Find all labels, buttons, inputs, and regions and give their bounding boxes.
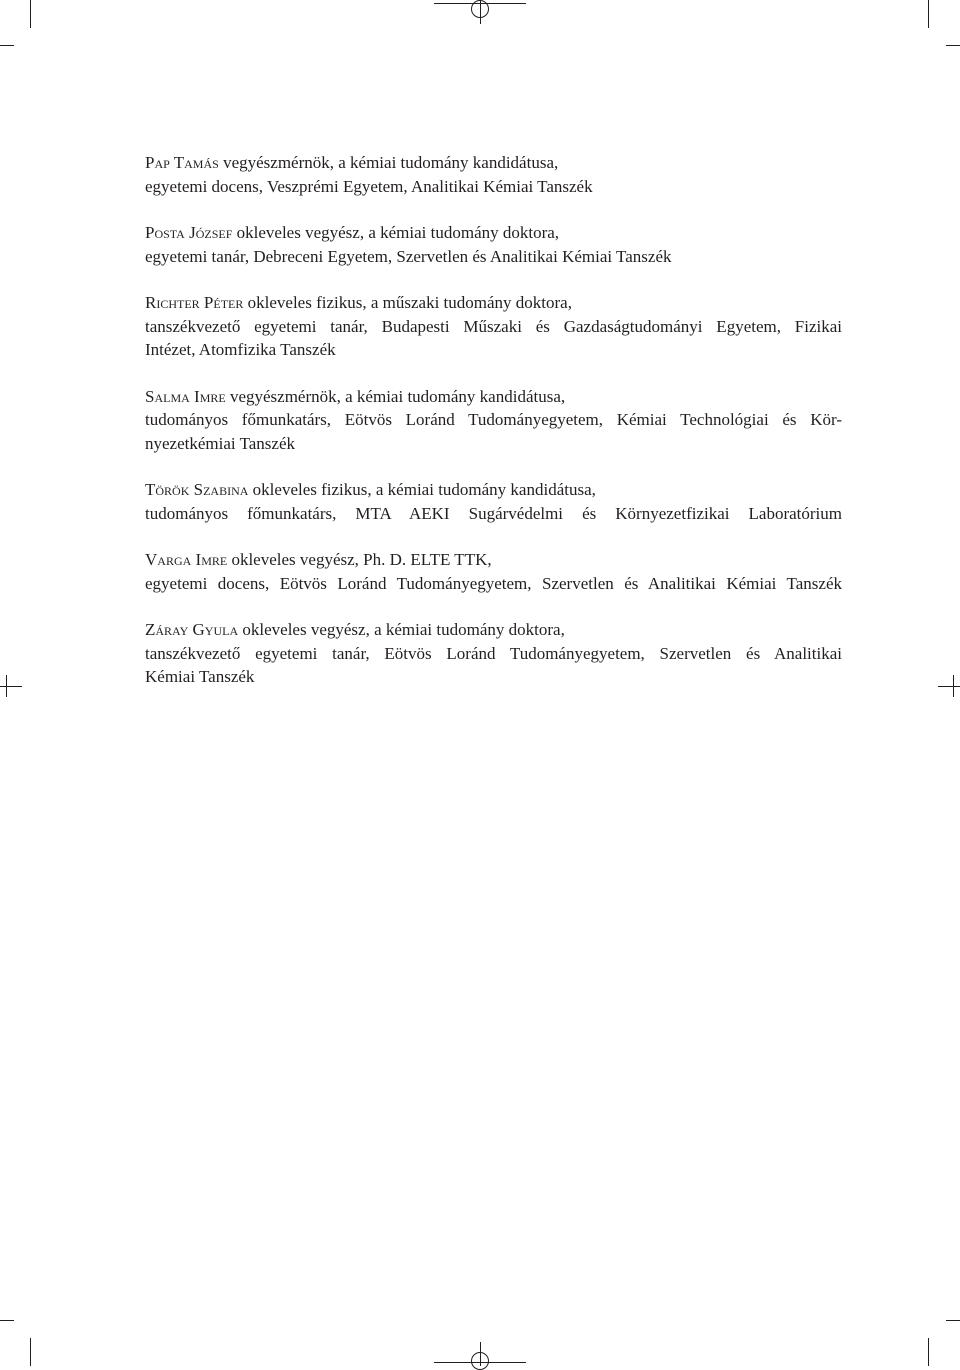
author-entry-posta-jozsef	[145, 221, 842, 268]
author-position: tudományos főmunkatárs, Eötvös Loránd Tudományegyetem, Kémiai Technológiai és Kör-	[145, 410, 842, 429]
author-list	[145, 151, 842, 712]
author-qualification: vegyészmérnök, a kémiai tudomány kandidátusa,	[223, 153, 559, 172]
author-name: Török Szabina	[145, 480, 249, 499]
author-name: Varga Imre	[145, 550, 228, 569]
author-entry-varga-imre	[145, 548, 842, 595]
author-position: egyetemi docens, Eötvös Loránd Tudományegyetem, Szervetlen és Analitikai Kémiai Tanszék	[145, 573, 842, 593]
author-qualification: okleveles fizikus, a műszaki tudomány doktora,	[247, 293, 572, 312]
author-qualification: vegyészmérnök, a kémiai tudomány kandidátusa,	[229, 386, 566, 406]
author-position: egyetemi docens, Veszprémi Egyetem, Analitikai Kémiai Tanszék	[145, 176, 593, 196]
author-position-continued: Intézet, Atomfizika Tanszék	[145, 340, 336, 359]
author-name: Pap Tamás	[145, 153, 219, 172]
author-name: Záray Gyula	[145, 620, 239, 639]
author-position: tanszékvezető egyetemi tanár, Budapesti Műszaki és Gazdaságtudományi Egyetem, Fizikai	[145, 316, 842, 336]
author-position: tanszékvezető egyetemi tanár, Eötvös Loránd Tudományegyetem, Szervetlen és Analitikai	[145, 643, 842, 663]
author-position: egyetemi tanár, Debreceni Egyetem, Szervetlen és Analitikai Kémiai Tanszék	[145, 246, 672, 266]
author-entry-torok-szabina	[145, 478, 842, 525]
author-name: Richter Péter	[145, 293, 244, 312]
author-entry-salma-imre	[145, 385, 842, 456]
author-name: Salma Imre	[145, 386, 226, 406]
author-position: tudományos főmunkatárs, MTA AEKI Sugárvédelmi és Környezetfizikai Laboratórium	[145, 503, 842, 523]
author-qualification: okleveles vegyész, Ph. D. ELTE TTK,	[231, 550, 492, 569]
author-entry-pap-tamas	[145, 151, 842, 198]
author-entry-zaray-gyula	[145, 618, 842, 689]
author-name: Posta József	[145, 223, 233, 242]
author-qualification: okleveles vegyész, a kémiai tudomány doktora,	[236, 223, 560, 242]
author-position-continued: Kémiai Tanszék	[145, 667, 255, 686]
author-qualification: okleveles vegyész, a kémiai tudomány doktora,	[242, 620, 565, 639]
author-entry-richter-peter	[145, 291, 842, 362]
author-position-continued: nyezetkémiai Tanszék	[145, 433, 296, 453]
author-qualification: okleveles fizikus, a kémiai tudomány kandidátusa,	[252, 480, 596, 499]
